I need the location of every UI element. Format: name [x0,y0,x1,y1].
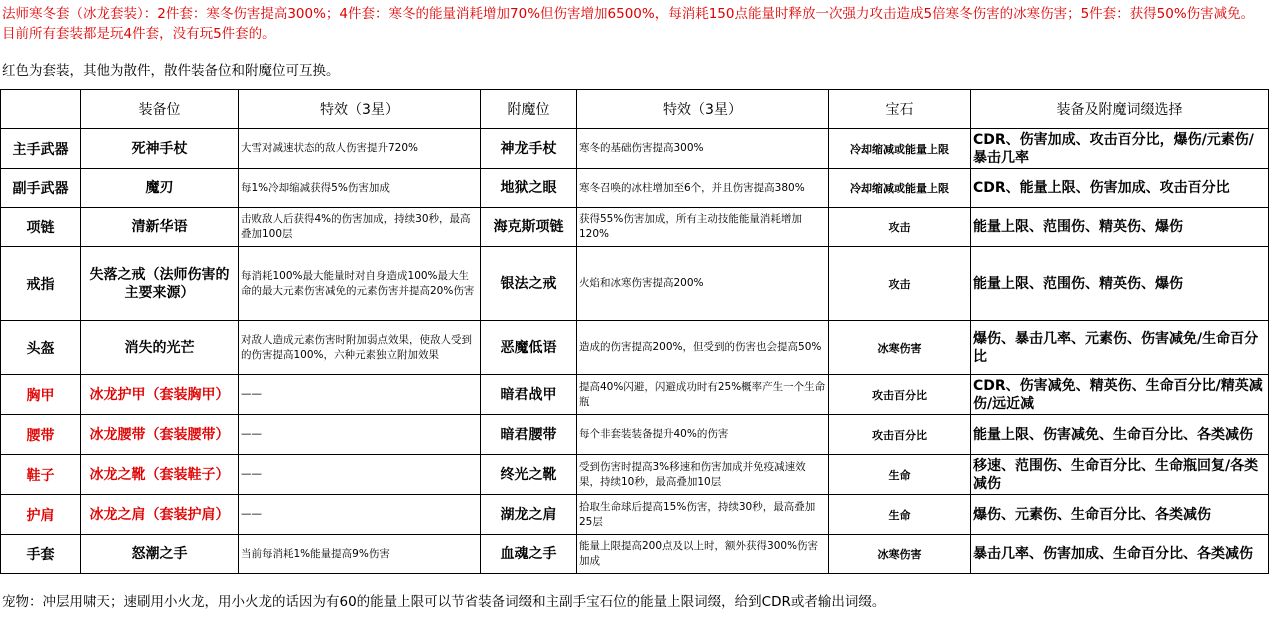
enchant-effect: 寒冬的基础伤害提高300% [577,129,829,169]
table-row [1,321,1269,375]
pet-note: 宠物：冲层用啸天；速刷用小火龙，用小火龙的话因为有60的能量上限可以节省装备词缀和主副手宝石位的能量上限词缀，给到CDR或者输出词缀。 [2,594,886,610]
table-row [1,247,1269,321]
enchant-effect: 受到伤害时提高3%移速和伤害加成并免疫减速效果，持续10秒，最高叠加10层 [577,455,829,495]
enchant-effect: 提高40%闪避，闪避成功时有25%概率产生一个生命瓶 [577,375,829,415]
slot-name: 手套 [1,535,81,574]
enchant-name: 血魂之手 [481,535,577,574]
table-row [1,415,1269,455]
item-name: 冰龙之靴（套装鞋子） [81,455,239,495]
slot-name: 副手武器 [1,169,81,208]
item-name: 魔刃 [81,169,239,208]
slot-name: 胸甲 [1,375,81,415]
gem: 攻击 [829,208,971,247]
item-effect: 每1%冷却缩减获得5%伤害加成 [239,169,481,208]
item-effect: —— [239,495,481,535]
item-effect: —— [239,455,481,495]
affixes: 移速、范围伤、生命百分比、生命瓶回复/各类减伤 [971,455,1269,495]
table-row [1,169,1269,208]
item-name: 消失的光芒 [81,321,239,375]
item-effect: 击败敌人后获得4%的伤害加成，持续30秒，最高叠加100层 [239,208,481,247]
item-effect: 当前每消耗1%能量提高9%伤害 [239,535,481,574]
affixes: CDR、伤害减免、精英伤、生命百分比/精英减伤/远近减 [971,375,1269,415]
header-affixes: 装备及附魔词缀选择 [971,90,1269,129]
enchant-name: 海克斯项链 [481,208,577,247]
enchant-effect: 寒冬召唤的冰柱增加至6个，并且伤害提高380% [577,169,829,208]
gem: 冰寒伤害 [829,321,971,375]
affixes: 爆伤、元素伤、生命百分比、各类减伤 [971,495,1269,535]
enchant-effect: 每个非套装装备提升40%的伤害 [577,415,829,455]
enchant-effect: 火焰和冰寒伤害提高200% [577,247,829,321]
affixes: 能量上限、范围伤、精英伤、爆伤 [971,247,1269,321]
item-effect: —— [239,415,481,455]
affixes: CDR、伤害加成、攻击百分比，爆伤/元素伤/暴击几率 [971,129,1269,169]
affixes: 能量上限、伤害减免、生命百分比、各类减伤 [971,415,1269,455]
item-name: 冰龙腰带（套装腰带） [81,415,239,455]
table-row [1,495,1269,535]
affixes: CDR、能量上限、伤害加成、攻击百分比 [971,169,1269,208]
enchant-effect: 能量上限提高200点及以上时，额外获得300%伤害加成 [577,535,829,574]
legend-note: 红色为套装，其他为散件，散件装备位和附魔位可互换。 [2,63,340,79]
gear-table [0,89,1269,574]
table-row [1,535,1269,574]
header-gem: 宝石 [829,90,971,129]
enchant-name: 神龙手杖 [481,129,577,169]
gem: 攻击百分比 [829,375,971,415]
table-row [1,208,1269,247]
slot-name: 头盔 [1,321,81,375]
gem: 冷却缩减或能量上限 [829,129,971,169]
slot-name: 项链 [1,208,81,247]
slot-name: 戒指 [1,247,81,321]
enchant-name: 暗君腰带 [481,415,577,455]
enchant-name: 银法之戒 [481,247,577,321]
slot-name: 主手武器 [1,129,81,169]
enchant-name: 暗君战甲 [481,375,577,415]
enchant-name: 地狱之眼 [481,169,577,208]
set-bonus-note: 法师寒冬套（冰龙套装）：2件套：寒冬伤害提高300%；4件套：寒冬的能量消耗增加70%但伤害增加6500%，每消耗150点能量时释放一次强力攻击造成5倍寒冬伤害的冰寒伤害；5件套：获得50%伤害减免。目前所有套装都是玩4件套，没有玩5件套的。 [2,6,1255,42]
table-header-row [1,90,1269,129]
item-name: 怒潮之手 [81,535,239,574]
item-name: 死神手杖 [81,129,239,169]
item-name: 冰龙护甲（套装胸甲） [81,375,239,415]
enchant-name: 恶魔低语 [481,321,577,375]
item-effect: 每消耗100%最大能量时对自身造成100%最大生命的最大元素伤害减免的元素伤害并提高20%伤害 [239,247,481,321]
enchant-effect: 造成的伤害提高200%，但受到的伤害也会提高50% [577,321,829,375]
enchant-name: 湖龙之肩 [481,495,577,535]
gem: 生命 [829,455,971,495]
item-name: 失落之戒（法师伤害的主要来源） [81,247,239,321]
header-enchant-slot: 附魔位 [481,90,577,129]
affixes: 爆伤、暴击几率、元素伤、伤害减免/生命百分比 [971,321,1269,375]
gem: 冷却缩减或能量上限 [829,169,971,208]
gem: 攻击 [829,247,971,321]
item-name: 清新华语 [81,208,239,247]
table-row [1,375,1269,415]
header-enchant-effect: 特效（3星） [577,90,829,129]
item-effect: 大雪对减速状态的敌人伤害提升720% [239,129,481,169]
enchant-name: 终光之靴 [481,455,577,495]
slot-name: 鞋子 [1,455,81,495]
item-effect: —— [239,375,481,415]
enchant-effect: 获得55%伤害加成，所有主动技能能量消耗增加120% [577,208,829,247]
header-blank [1,90,81,129]
affixes: 能量上限、范围伤、精英伤、爆伤 [971,208,1269,247]
enchant-effect: 拾取生命球后提高15%伤害，持续30秒，最高叠加25层 [577,495,829,535]
item-name: 冰龙之肩（套装护肩） [81,495,239,535]
affixes: 暴击几率、伤害加成、生命百分比、各类减伤 [971,535,1269,574]
gem: 冰寒伤害 [829,535,971,574]
table-row [1,129,1269,169]
slot-name: 腰带 [1,415,81,455]
gem: 生命 [829,495,971,535]
header-equip-slot: 装备位 [81,90,239,129]
slot-name: 护肩 [1,495,81,535]
table-row [1,455,1269,495]
item-effect: 对敌人造成元素伤害时附加弱点效果，使敌人受到的伤害提高100%，六种元素独立附加效果 [239,321,481,375]
gem: 攻击百分比 [829,415,971,455]
header-effect: 特效（3星） [239,90,481,129]
